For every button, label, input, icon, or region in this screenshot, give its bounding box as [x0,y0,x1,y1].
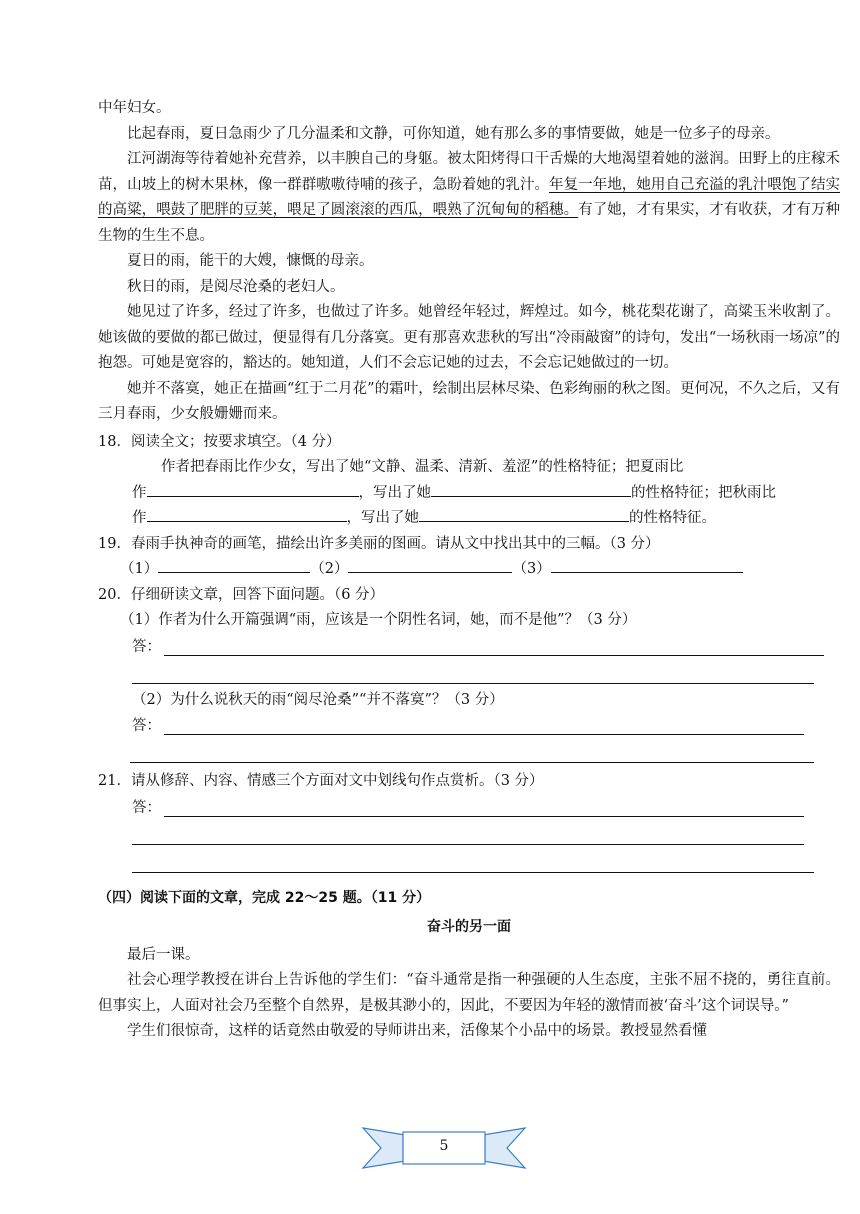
page-number-ribbon [359,1122,529,1174]
text: 的性格特征。 [629,510,716,526]
paragraph: 学生们很惊奇，这样的话竟然由敬爱的导师讲出来，活像某个小品中的场景。教授显然看懂 [127,1023,707,1039]
answer-line[interactable] [98,851,840,879]
text: 的性格特征；把秋雨比 [631,484,776,501]
answer-label: 答： [132,799,161,816]
answer-rule [132,844,804,845]
paragraph-text: 江河湖海等待着她补充营养，以丰腴自己的身躯。被太阳烤得口干舌燥的大地渴望着她的滋润。田野上的庄稼禾苗，山坡上的树木果林，像一群群嗷嗷待哺的孩子，急盼着她的乳汁。 [98,151,840,193]
question-20-stem: 20．仔细研读文章，回答下面问题。（6 分） [98,586,385,603]
text: 作 [132,510,147,526]
blank-label: （2） [310,561,349,577]
answer-rule [132,872,814,873]
question-18-line: 作者把春雨比作少女，写出了她“文静、温柔、清新、羞涩”的性格特征；把夏雨比 [161,459,684,475]
paragraph: 比起春雨，夏日急雨少了几分温柔和文静，可你知道，她有那么多的事情要做，她是一位多子的母亲。 [127,125,780,142]
question-20-sub1: （1）作者为什么开篇强调“雨，应该是一个阴性名词，她，而不是他”？（3 分） [120,612,637,628]
question-19-stem: 19．春雨手执神奇的画笔，描绘出许多美丽的图画。请从文中找出其中的三幅。（3 分） [98,535,660,552]
question-18-line [98,506,840,532]
answer-line[interactable] [98,713,840,741]
fill-blank[interactable] [551,557,743,573]
answer-rule [164,816,804,817]
fill-blank[interactable] [158,557,310,573]
text: ，写出了她 [358,484,431,501]
paragraph: 中年妇女。 [98,100,171,116]
page-number: 5 [439,1138,449,1154]
paragraph: 她见过了许多，经过了许多，也做过了许多。她曾经年轻过，辉煌过。如今，桃花梨花谢了，高粱玉米收割了。她该做的要做的都已做过，便显得有几分落寞。更有那喜欢悲秋的写出“冷雨敲窗”的诗句，发出“一场秋雨一场凉”的抱怨。可她是宽容的，豁达的。她知道，人们不会忘记她的过去，不会忘记她做过的一切。 [98,304,840,371]
fill-blank[interactable] [348,557,512,573]
section-heading: （四）阅读下面的文章，完成 22～25 题。（11 分） [98,889,431,906]
answer-line[interactable] [98,662,840,690]
answer-rule [130,762,814,763]
text: ，写出了她 [346,510,419,526]
underlined-sentence: 年复一年地，她用自己充溢的乳汁喂饱了结实的高粱，喂鼓了肥胖的豆荚，喂足了圆滚滚的西瓜，喂熟了沉甸甸的稻穗。 [98,176,840,218]
answer-rule [132,683,814,684]
question-18-line [98,481,840,507]
text: 作 [132,484,147,501]
paragraph: 最后一课。 [127,946,200,963]
paragraph-text: 有了她，才有果实，才有收获，才有万种生物的生生不息。 [98,202,841,244]
blank-label: （3） [512,561,551,577]
question-18-stem: 18．阅读全文；按要求填空。（4 分） [98,433,341,450]
paragraph [98,147,840,249]
fill-blank[interactable] [147,506,347,522]
answer-rule [164,734,804,735]
fill-blank[interactable] [431,481,631,497]
answer-line[interactable] [98,795,840,823]
document-page [98,96,840,1045]
paragraph: 她并不落寞，她正在描画“红于二月花”的霜叶，绘制出层林尽染、色彩绚丽的秋之图。更何况，不久之后，又有三月春雨，少女般姗姗而来。 [98,380,840,422]
answer-label: 答： [132,718,161,734]
question-21-stem: 21．请从修辞、内容、情感三个方面对文中划线句作点赏析。（3 分） [98,773,544,789]
paragraph: 夏日的雨，能干的大嫂，慷慨的母亲。 [127,253,374,269]
answer-line[interactable] [98,823,840,851]
paragraph: 社会心理学教授在讲台上告诉他的学生们：“奋斗通常是指一种强硬的人生态度，主张不屈不挠的，勇往直前。但事实上，人面对社会乃至整个自然界，是极其渺小的，因此，不要因为年轻的激情而被‘奋斗’这个词误导。” [98,972,840,1014]
question-19-blanks [98,557,840,583]
fill-blank[interactable] [419,506,629,522]
article-title: 奋斗的另一面 [427,918,511,935]
paragraph: 秋日的雨，是阅尽沧桑的老妇人。 [127,278,345,295]
answer-line[interactable] [98,741,840,769]
answer-label: 答： [132,638,161,655]
blank-label: （1） [120,561,159,577]
answer-rule [164,655,824,656]
question-20-sub2: （2）为什么说秋天的雨“阅尽沧桑”“并不落寞”？（3 分） [132,691,504,708]
answer-line[interactable] [98,634,840,662]
fill-blank[interactable] [147,481,359,497]
